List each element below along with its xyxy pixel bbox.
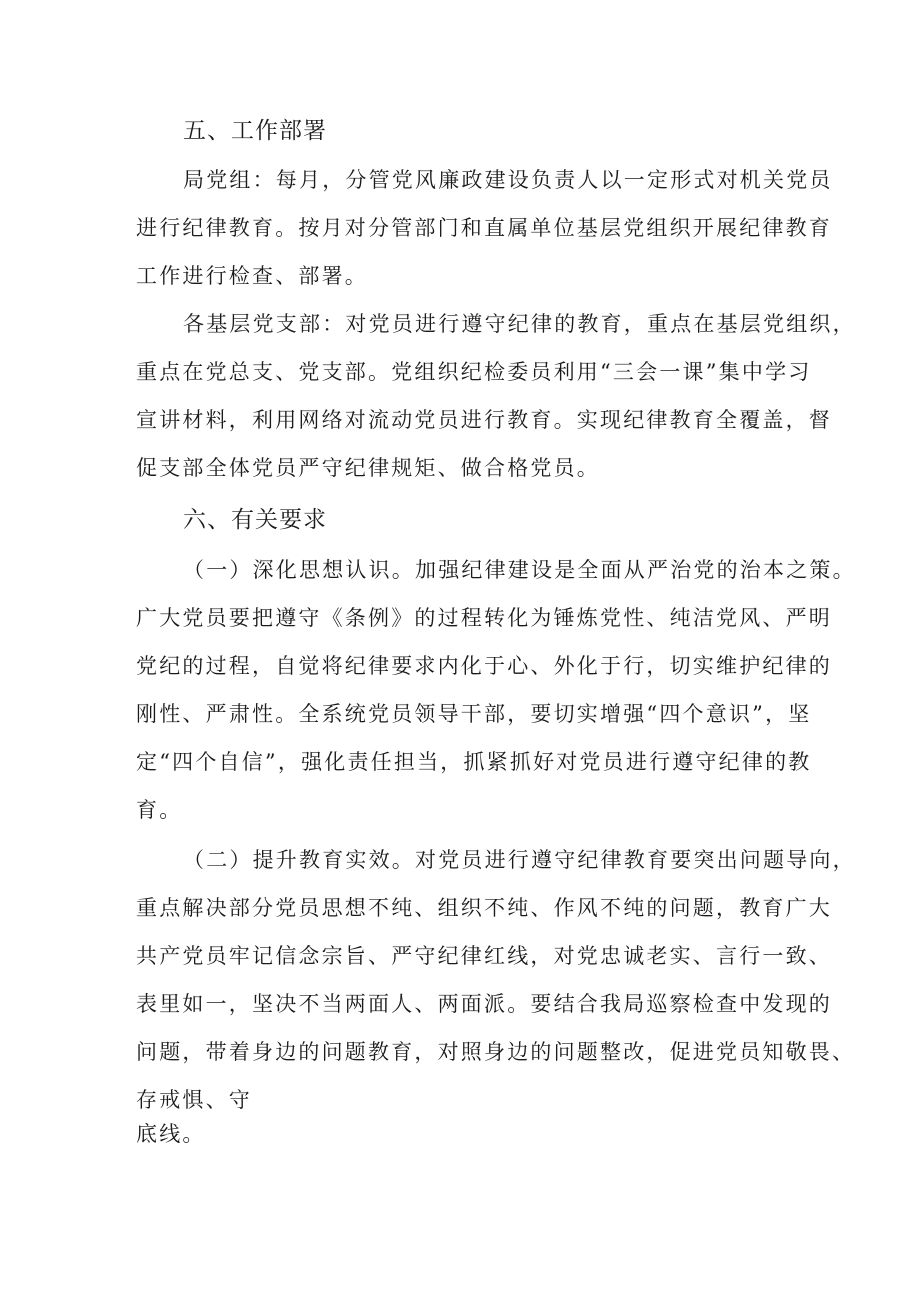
paragraph-line: 广大党员要把遵守《条例》的过程转化为锤炼党性、纯洁党风、严明 [136,606,832,630]
paragraph-line: 重点在党总支、党支部。党组织纪检委员利用“三会一课”集中学习 [136,360,812,384]
paragraph-line: 党纪的过程，自觉将纪律要求内化于心、外化于行，切实维护纪律的 [136,654,832,678]
paragraph-line: 育。 [136,798,183,822]
paragraph-line: 宣讲材料，利用网络对流动党员进行教育。实现纪律教育全覆盖，督 [136,408,832,432]
paragraph-line: （二）提升教育实效。对党员进行遵守纪律教育要突出问题导向， [183,848,856,872]
paragraph-line: 局党组：每月，分管党风廉政建设负责人以一定形式对机关党员 [183,168,833,192]
paragraph-line: 刚性、严肃性。全系统党员领导干部，要切实增强“四个意识”，坚 [136,702,812,726]
section-heading-work-deployment: 五、工作部署 [183,118,327,144]
paragraph-line: （一）深化思想认识。加强纪律建设是全面从严治党的治本之策。 [183,558,856,582]
paragraph-line: 问题，带着身边的问题教育，对照身边的问题整改，促进党员知敬畏、 [136,1040,856,1064]
paragraph-line: 重点解决部分党员思想不纯、组织不纯、作风不纯的问题，教育广大 [136,896,832,920]
paragraph-line: 各基层党支部：对党员进行遵守纪律的教育，重点在基层党组织， [183,312,856,336]
paragraph-line: 存戒惧、守 [136,1088,252,1112]
paragraph-line: 底线。 [136,1122,206,1146]
paragraph-line: 共产党员牢记信念宗旨、严守纪律红线，对党忠诚老实、言行一致、 [136,944,832,968]
paragraph-line: 促支部全体党员严守纪律规矩、做合格党员。 [136,456,600,480]
paragraph-line: 进行纪律教育。按月对分管部门和直属单位基层党组织开展纪律教育 [136,216,832,240]
section-heading-requirements: 六、有关要求 [183,507,327,533]
paragraph-line: 工作进行检查、部署。 [136,264,368,288]
paragraph-line: 表里如一，坚决不当两面人、两面派。要结合我局巡察检查中发现的 [136,992,832,1016]
paragraph-line: 定“四个自信”，强化责任担当，抓紧抓好对党员进行遵守纪律的教 [136,750,812,774]
